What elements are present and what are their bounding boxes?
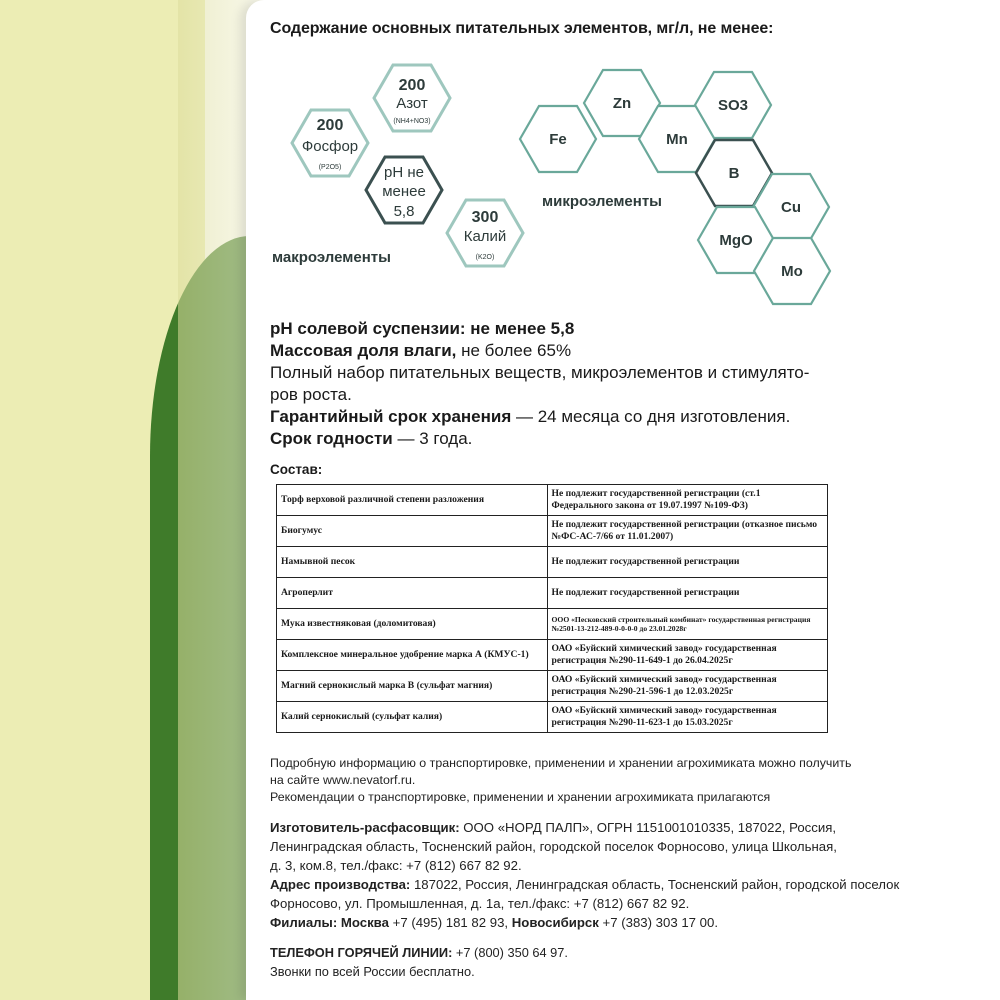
phosphorus-value: 200: [316, 117, 344, 134]
phosphorus-name: Фосфор: [301, 138, 359, 155]
hotline-line: ТЕЛЕФОН ГОРЯЧЕЙ ЛИНИИ: +7 (800) 350 64 97.: [270, 945, 568, 960]
micro-mn: Mn: [666, 131, 688, 148]
nitrogen-name: Азот: [396, 95, 428, 112]
manufacturer-info: [270, 818, 970, 932]
spec-moisture: Массовая доля влаги, не более 65%: [270, 341, 572, 360]
phosphorus-formula: (P2O5): [318, 164, 342, 171]
table-row: [277, 516, 828, 547]
ph-line3: 5,8: [393, 203, 415, 220]
composition-component: Мука известняковая (доломитовая): [277, 609, 548, 640]
micro-cu: Cu: [781, 199, 801, 216]
composition-registration: Не подлежит государственной регистрации: [547, 547, 828, 578]
nitrogen-formula: (NH4+NO3): [393, 118, 431, 125]
spec-shelf-life: Срок годности — 3 года.: [270, 429, 473, 448]
info-line2: на сайте www.nevatorf.ru.: [270, 773, 416, 787]
composition-component: Торф верховой различной степени разложения: [277, 485, 548, 516]
composition-registration: ОАО «Буйский химический завод» государственная регистрация №290-11-649-1 до 26.04.2025г: [547, 640, 828, 671]
composition-component: Агроперлит: [277, 578, 548, 609]
hex-potassium: [447, 200, 523, 266]
composition-component: Калий сернокислый (сульфат калия): [277, 702, 548, 733]
table-row: [277, 609, 828, 640]
table-row: [277, 702, 828, 733]
potassium-formula: (K2O): [475, 254, 495, 261]
address-line1: Адрес производства: 187022, Россия, Ленинградская область, Тосненский район, городской поселок: [270, 877, 900, 892]
address-line2: Форносово, ул. Промышленная, д. 1а, тел./факс: +7 (812) 667 82 92.: [270, 896, 690, 911]
spec-ph: pH солевой суспензии: не менее 5,8: [270, 319, 575, 338]
nutrients-heading: Содержание основных питательных элементов, мг/л, не менее:: [270, 20, 774, 37]
info-line1: Подробную информацию о транспортировке, применении и хранении агрохимиката можно получить: [270, 756, 852, 770]
composition-registration: Не подлежит государственной регистрации: [547, 578, 828, 609]
composition-registration: Не подлежит государственной регистрации (ст.1 Федерального закона от 19.07.1997 №109-ФЗ): [547, 485, 828, 516]
micro-mo: Mo: [781, 263, 803, 280]
composition-component: Комплексное минеральное удобрение марка А (КМУС-1): [277, 640, 548, 671]
potassium-value: 300: [471, 209, 499, 226]
table-row: [277, 640, 828, 671]
table-row: [277, 547, 828, 578]
composition-component: Магний сернокислый марка В (сульфат магния): [277, 671, 548, 702]
hotline-note: Звонки по всей России бесплатно.: [270, 964, 475, 979]
table-row: [277, 578, 828, 609]
potassium-name: Калий: [463, 228, 507, 245]
composition-registration: [547, 609, 828, 640]
producer-line3: д. 3, ком.8, тел./факс: +7 (812) 667 82 92.: [270, 858, 522, 873]
composition-component: Намывной песок: [277, 547, 548, 578]
spec-warranty: Гарантийный срок хранения — 24 месяца со дня изготовления.: [270, 407, 791, 426]
micro-so3: SO3: [717, 97, 749, 114]
micro-fe: Fe: [549, 131, 567, 148]
spec-nutrients-line1: Полный набор питательных веществ, микроэлементов и стимулято-: [270, 363, 810, 382]
registration-text-small: ООО «Песковский строительный комбинат» государственная регистрация №2501-13-212-489-0-0-0-0 до 23.01.2028г: [551, 615, 811, 633]
composition-label: Состав:: [270, 462, 323, 477]
table-row: [277, 485, 828, 516]
macro-label: макроэлементы: [272, 249, 391, 266]
branches-line: Филиалы: Москва +7 (495) 181 82 93, Новосибирск +7 (383) 303 17 00.: [270, 915, 719, 930]
table-row: [277, 671, 828, 702]
micro-b: B: [728, 165, 740, 182]
product-specs: [270, 318, 910, 450]
hex-nitrogen: [374, 65, 450, 131]
composition-component: Биогумус: [277, 516, 548, 547]
composition-registration: Не подлежит государственной регистрации (отказное письмо №ФС-АС-7/66 от 11.01.2007): [547, 516, 828, 547]
micro-zn: Zn: [612, 95, 632, 112]
spec-nutrients-line2: ров роста.: [270, 385, 352, 404]
nitrogen-value: 200: [398, 77, 426, 94]
ph-line2: менее: [382, 183, 426, 200]
hex-fe: [520, 106, 596, 172]
transport-info: [270, 755, 970, 806]
info-line3: Рекомендации о транспортировке, применении и хранении агрохимиката прилагаются: [270, 790, 771, 804]
ph-line1: pH не: [384, 164, 424, 181]
nutrient-hexagon-diagram: [0, 0, 1000, 320]
producer-line1: Изготовитель-расфасовщик: ООО «НОРД ПАЛП», ОГРН 1151001010335, 187022, Россия,: [270, 820, 837, 835]
micro-mgo: MgO: [719, 232, 753, 249]
micro-label: микроэлементы: [542, 193, 662, 210]
hotline-info: [270, 943, 970, 981]
hex-phosphorus: [292, 110, 368, 176]
composition-registration: ОАО «Буйский химический завод» государственная регистрация №290-11-623-1 до 15.03.2025г: [547, 702, 828, 733]
composition-registration: ОАО «Буйский химический завод» государственная регистрация №290-21-596-1 до 12.03.2025г: [547, 671, 828, 702]
producer-line2: Ленинградская область, Тосненский район, городской поселок Форносово, улица Школьная,: [270, 839, 837, 854]
hex-ph: [366, 157, 442, 223]
composition-table: [276, 484, 828, 733]
